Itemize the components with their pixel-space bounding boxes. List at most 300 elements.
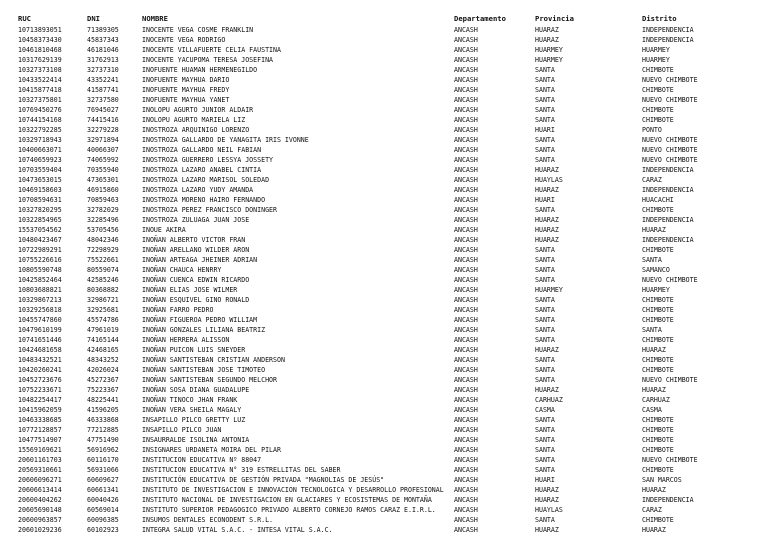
cell-departamento: ANCASH bbox=[454, 225, 478, 234]
cell-dni: 80559074 bbox=[87, 265, 119, 274]
cell-provincia: HUARAZ bbox=[535, 526, 559, 535]
cell-ruc: 10755226616 bbox=[18, 255, 62, 264]
table-row bbox=[18, 45, 754, 55]
cell-dni: 71389305 bbox=[87, 25, 119, 34]
cell-ruc: 10479610199 bbox=[18, 325, 62, 334]
table-row bbox=[18, 105, 754, 115]
cell-ruc: 10329718943 bbox=[18, 135, 62, 144]
cell-provincia: SANTA bbox=[535, 325, 555, 334]
cell-dni: 48343252 bbox=[87, 356, 119, 365]
cell-nombre: INOSTROZA PEREZ FRANCISCO DONINGER bbox=[142, 205, 277, 214]
cell-nombre: INSAURRALDE ISOLINA ANTONIA bbox=[142, 436, 250, 445]
cell-distrito: NUEVO CHIMBOTE bbox=[642, 95, 698, 104]
cell-dni: 32986721 bbox=[87, 295, 119, 304]
cell-dni: 72298929 bbox=[87, 245, 119, 254]
cell-nombre: INOÑAN SOSA DIANA GUADALUPE bbox=[142, 386, 250, 395]
cell-provincia: HUARAZ bbox=[535, 346, 559, 354]
cell-departamento: ANCASH bbox=[454, 436, 478, 445]
cell-dni: 60609627 bbox=[87, 476, 119, 485]
cell-dni: 40066307 bbox=[87, 145, 119, 154]
cell-departamento: ANCASH bbox=[454, 35, 478, 44]
cell-ruc: 10803688821 bbox=[18, 285, 62, 294]
cell-distrito: INDEPENDENCIA bbox=[642, 25, 694, 34]
table-row bbox=[18, 255, 754, 265]
cell-departamento: ANCASH bbox=[454, 305, 478, 314]
cell-provincia: HUARAZ bbox=[535, 25, 559, 34]
cell-nombre: INSTITUTO NACIONAL DE INVESTIGACION EN GLACIARES Y ECOSISTEMAS DE MONTAÑA bbox=[142, 496, 432, 505]
table-row bbox=[18, 525, 754, 535]
cell-nombre: INOÑAN ESQUIVEL GINO RONALD bbox=[142, 295, 250, 304]
cell-ruc: 20600404262 bbox=[18, 496, 62, 505]
cell-dni: 75522661 bbox=[87, 255, 119, 264]
cell-distrito: SAMANCO bbox=[642, 265, 670, 274]
table-row bbox=[18, 275, 754, 285]
cell-provincia: SANTA bbox=[535, 75, 555, 84]
cell-departamento: ANCASH bbox=[454, 65, 478, 74]
table-row bbox=[18, 425, 754, 435]
cell-dni: 42468165 bbox=[87, 346, 119, 354]
cell-distrito: CHIMBOTE bbox=[642, 295, 674, 304]
cell-distrito: CARHUAZ bbox=[642, 396, 670, 405]
cell-provincia: HUARAZ bbox=[535, 235, 559, 244]
cell-nombre: INOSTROZA GALLARDO NEIL FABIAN bbox=[142, 145, 262, 154]
cell-departamento: ANCASH bbox=[454, 386, 478, 395]
cell-ruc: 10425852464 bbox=[18, 275, 62, 284]
cell-departamento: ANCASH bbox=[454, 255, 478, 264]
cell-dni: 41587741 bbox=[87, 85, 119, 94]
cell-departamento: ANCASH bbox=[454, 446, 478, 455]
table-row bbox=[18, 55, 754, 65]
cell-provincia: SANTA bbox=[535, 295, 555, 304]
cell-ruc: 10769450276 bbox=[18, 105, 62, 114]
cell-provincia: HUARMEY bbox=[535, 45, 563, 54]
cell-departamento: ANCASH bbox=[454, 426, 478, 435]
cell-ruc: 10473653015 bbox=[18, 175, 62, 184]
cell-departamento: ANCASH bbox=[454, 75, 478, 84]
cell-ruc: 20600963857 bbox=[18, 516, 62, 525]
table-row bbox=[18, 465, 754, 475]
table-row bbox=[18, 235, 754, 245]
table-row bbox=[18, 35, 754, 45]
cell-nombre: INOLOPU AGURTO JUNIOR ALDAIR bbox=[142, 105, 254, 114]
cell-ruc: 10740659923 bbox=[18, 155, 62, 164]
table-row bbox=[18, 65, 754, 75]
cell-distrito: HUARMEY bbox=[642, 55, 670, 64]
cell-nombre: INSTITUCION EDUCATIVA N° 319 ESTRELLITAS DEL SABER bbox=[142, 466, 341, 475]
cell-nombre: INOSTROZA GUERRERO LESSYA JOSSETY bbox=[142, 155, 274, 164]
table-row bbox=[18, 185, 754, 195]
cell-ruc: 10327820295 bbox=[18, 205, 62, 214]
cell-provincia: HUARMEY bbox=[535, 285, 563, 294]
cell-dni: 60116170 bbox=[87, 456, 119, 465]
cell-ruc: 15537054562 bbox=[18, 225, 62, 234]
cell-departamento: ANCASH bbox=[454, 105, 478, 114]
cell-dni: 32925681 bbox=[87, 305, 119, 314]
cell-provincia: HUARAZ bbox=[535, 185, 559, 194]
cell-distrito: NUEVO CHIMBOTE bbox=[642, 145, 698, 154]
cell-provincia: SANTA bbox=[535, 275, 555, 284]
cell-distrito: CHIMBOTE bbox=[642, 466, 674, 475]
cell-departamento: ANCASH bbox=[454, 346, 478, 354]
cell-departamento: ANCASH bbox=[454, 376, 478, 385]
cell-dni: 48042346 bbox=[87, 235, 119, 244]
cell-provincia: SANTA bbox=[535, 426, 555, 435]
table-row bbox=[18, 165, 754, 175]
cell-distrito: CHIMBOTE bbox=[642, 436, 674, 445]
cell-provincia: CASMA bbox=[535, 406, 555, 415]
cell-nombre: INOSTROZA GALLARDO DE YANAGITA IRIS IVONNE bbox=[142, 135, 309, 144]
cell-distrito: INDEPENDENCIA bbox=[642, 35, 694, 44]
table-header bbox=[18, 14, 754, 25]
cell-ruc: 15569169621 bbox=[18, 446, 62, 455]
cell-distrito: CHIMBOTE bbox=[642, 516, 674, 525]
cell-dni: 56931066 bbox=[87, 466, 119, 475]
cell-nombre: INSUMOS DENTALES ECONODENT S.R.L. bbox=[142, 516, 274, 525]
cell-provincia: SANTA bbox=[535, 115, 555, 124]
table-row bbox=[18, 85, 754, 95]
cell-nombre: INOÑAN SANTISTEBAN CRISTIAN ANDERSON bbox=[142, 356, 285, 365]
cell-distrito: HUARAZ bbox=[642, 346, 666, 354]
cell-distrito: NUEVO CHIMBOTE bbox=[642, 376, 698, 385]
cell-dni: 32971894 bbox=[87, 135, 119, 144]
table-row bbox=[18, 245, 754, 255]
cell-nombre: INOCENTE YACUPOMA TERESA JOSEFINA bbox=[142, 55, 274, 64]
cell-ruc: 20569310661 bbox=[18, 466, 62, 475]
cell-dni: 45837343 bbox=[87, 35, 119, 44]
cell-nombre: INSAPILLO PILCO GRETTY LUZ bbox=[142, 416, 246, 425]
cell-nombre: INOÑAN ARELLANO WILDER ARON bbox=[142, 245, 250, 254]
cell-ruc: 10327375801 bbox=[18, 95, 62, 104]
cell-ruc: 10424681658 bbox=[18, 346, 62, 354]
cell-departamento: ANCASH bbox=[454, 195, 478, 204]
cell-dni: 74165144 bbox=[87, 335, 119, 344]
cell-nombre: INOCENTE VEGA COSME FRANKLIN bbox=[142, 25, 254, 34]
cell-distrito: NUEVO CHIMBOTE bbox=[642, 275, 698, 284]
cell-departamento: ANCASH bbox=[454, 506, 478, 515]
cell-ruc: 20605690148 bbox=[18, 506, 62, 515]
cell-distrito: CHIMBOTE bbox=[642, 305, 674, 314]
cell-nombre: INSAPILLO PILCO JUAN bbox=[142, 426, 222, 435]
cell-nombre: INOÑAN ALBERTO VICTOR FRAN bbox=[142, 235, 246, 244]
cell-departamento: ANCASH bbox=[454, 95, 478, 104]
cell-provincia: SANTA bbox=[535, 145, 555, 154]
cell-distrito: CHIMBOTE bbox=[642, 65, 674, 74]
cell-ruc: 10317629139 bbox=[18, 55, 62, 64]
cell-dni: 32737310 bbox=[87, 65, 119, 74]
header-departamento: Departamento bbox=[454, 14, 506, 24]
cell-ruc: 10483432521 bbox=[18, 356, 62, 365]
cell-departamento: ANCASH bbox=[454, 165, 478, 174]
table-row bbox=[18, 515, 754, 525]
cell-ruc: 10480423467 bbox=[18, 235, 62, 244]
cell-nombre: INOÑAN ARTEAGA JHEINER ADRIAN bbox=[142, 255, 258, 264]
cell-ruc: 10415877418 bbox=[18, 85, 62, 94]
table-row bbox=[18, 145, 754, 155]
cell-departamento: ANCASH bbox=[454, 315, 478, 324]
table-row bbox=[18, 355, 754, 365]
cell-departamento: ANCASH bbox=[454, 245, 478, 254]
cell-dni: 46333868 bbox=[87, 416, 119, 425]
cell-departamento: ANCASH bbox=[454, 145, 478, 154]
cell-distrito: INDEPENDENCIA bbox=[642, 215, 694, 224]
cell-distrito: INDEPENDENCIA bbox=[642, 235, 694, 244]
cell-provincia: SANTA bbox=[535, 245, 555, 254]
cell-ruc: 10322854965 bbox=[18, 215, 62, 224]
table-row bbox=[18, 435, 754, 445]
table-row bbox=[18, 375, 754, 385]
cell-distrito: CHIMBOTE bbox=[642, 426, 674, 435]
cell-provincia: SANTA bbox=[535, 356, 555, 365]
cell-ruc: 10400663071 bbox=[18, 145, 62, 154]
cell-departamento: ANCASH bbox=[454, 466, 478, 475]
cell-provincia: SANTA bbox=[535, 105, 555, 114]
cell-provincia: SANTA bbox=[535, 265, 555, 274]
cell-nombre: INOÑAN PUICON LUIS SNEYDER bbox=[142, 346, 246, 354]
cell-provincia: HUARAZ bbox=[535, 386, 559, 395]
cell-nombre: INOFUENTE MAYHUA YANET bbox=[142, 95, 230, 104]
cell-provincia: SANTA bbox=[535, 335, 555, 344]
cell-nombre: INOÑAN TINOCO JHAN FRANK bbox=[142, 396, 238, 405]
cell-provincia: SANTA bbox=[535, 65, 555, 74]
cell-dni: 47365301 bbox=[87, 175, 119, 184]
cell-nombre: INOÑAN SANTISTEBAN SEGUNDO MELCHOR bbox=[142, 376, 277, 385]
cell-distrito: CHIMBOTE bbox=[642, 205, 674, 214]
cell-provincia: SANTA bbox=[535, 255, 555, 264]
cell-distrito: NUEVO CHIMBOTE bbox=[642, 75, 698, 84]
cell-provincia: HUARAZ bbox=[535, 215, 559, 224]
table-row bbox=[18, 135, 754, 145]
cell-provincia: HUARMEY bbox=[535, 55, 563, 64]
cell-provincia: HUAYLAS bbox=[535, 506, 563, 515]
cell-distrito: INDEPENDENCIA bbox=[642, 185, 694, 194]
cell-dni: 46181046 bbox=[87, 45, 119, 54]
cell-departamento: ANCASH bbox=[454, 516, 478, 525]
cell-departamento: ANCASH bbox=[454, 476, 478, 485]
cell-dni: 43352241 bbox=[87, 75, 119, 84]
cell-provincia: SANTA bbox=[535, 466, 555, 475]
table-row bbox=[18, 295, 754, 305]
cell-dni: 42026024 bbox=[87, 366, 119, 375]
cell-dni: 56916962 bbox=[87, 446, 119, 455]
cell-distrito: SANTA bbox=[642, 255, 662, 264]
cell-nombre: INSTITUCION EDUCATIVA Nº 88047 bbox=[142, 456, 262, 465]
cell-nombre: INOFUENTE HUAMAN HERMENEGILDO bbox=[142, 65, 258, 74]
cell-departamento: ANCASH bbox=[454, 185, 478, 194]
cell-dni: 74065992 bbox=[87, 155, 119, 164]
cell-distrito: CHIMBOTE bbox=[642, 115, 674, 124]
cell-ruc: 10463338685 bbox=[18, 416, 62, 425]
cell-dni: 45574786 bbox=[87, 315, 119, 324]
table-row bbox=[18, 485, 754, 495]
cell-ruc: 10713893051 bbox=[18, 25, 62, 34]
table-row bbox=[18, 325, 754, 335]
cell-ruc: 10452723676 bbox=[18, 376, 62, 385]
cell-ruc: 10322792285 bbox=[18, 125, 62, 134]
cell-distrito: INDEPENDENCIA bbox=[642, 496, 694, 505]
table-row bbox=[18, 75, 754, 85]
cell-ruc: 10772128857 bbox=[18, 426, 62, 435]
table-row bbox=[18, 315, 754, 325]
cell-provincia: SANTA bbox=[535, 366, 555, 375]
cell-ruc: 20601029236 bbox=[18, 526, 62, 535]
table-row bbox=[18, 415, 754, 425]
cell-dni: 41596205 bbox=[87, 406, 119, 415]
cell-ruc: 10415962059 bbox=[18, 406, 62, 415]
cell-dni: 74415416 bbox=[87, 115, 119, 124]
cell-nombre: INOLOPU AGURTO MARIELA LIZ bbox=[142, 115, 246, 124]
cell-departamento: ANCASH bbox=[454, 526, 478, 535]
table-row bbox=[18, 305, 754, 315]
cell-dni: 60040426 bbox=[87, 496, 119, 505]
cell-nombre: INOSTROZA ARQUINIGO LORENZO bbox=[142, 125, 250, 134]
cell-distrito: CHIMBOTE bbox=[642, 446, 674, 455]
cell-nombre: INOSTROZA MORENO HAIRO FERNANDO bbox=[142, 195, 266, 204]
table-row bbox=[18, 405, 754, 415]
cell-provincia: HUARAZ bbox=[535, 165, 559, 174]
cell-provincia: HUAYLAS bbox=[535, 175, 563, 184]
cell-ruc: 10420260241 bbox=[18, 366, 62, 375]
cell-dni: 48225441 bbox=[87, 396, 119, 405]
table-body bbox=[18, 25, 754, 536]
cell-departamento: ANCASH bbox=[454, 406, 478, 415]
cell-distrito: NUEVO CHIMBOTE bbox=[642, 155, 698, 164]
cell-nombre: INOÑAN ELIAS JOSE WILMER bbox=[142, 285, 238, 294]
cell-distrito: CHIMBOTE bbox=[642, 315, 674, 324]
header-ruc: RUC bbox=[18, 14, 31, 24]
cell-nombre: INOÑAN HERRERA ALISSON bbox=[142, 335, 230, 344]
cell-provincia: HUARI bbox=[535, 476, 555, 485]
cell-distrito: CHIMBOTE bbox=[642, 105, 674, 114]
cell-departamento: ANCASH bbox=[454, 55, 478, 64]
cell-ruc: 10458373430 bbox=[18, 35, 62, 44]
cell-provincia: HUARI bbox=[535, 125, 555, 134]
cell-distrito: HUACACHI bbox=[642, 195, 674, 204]
cell-nombre: INOÑAN GONZALES LILIANA BEATRIZ bbox=[142, 325, 266, 334]
cell-departamento: ANCASH bbox=[454, 295, 478, 304]
cell-ruc: 10722989291 bbox=[18, 245, 62, 254]
cell-provincia: SANTA bbox=[535, 95, 555, 104]
cell-ruc: 10752233671 bbox=[18, 386, 62, 395]
cell-dni: 32279228 bbox=[87, 125, 119, 134]
cell-ruc: 10469158603 bbox=[18, 185, 62, 194]
cell-nombre: INOSTROZA LAZARO ANABEL CINTIA bbox=[142, 165, 262, 174]
cell-ruc: 10805590748 bbox=[18, 265, 62, 274]
table-row bbox=[18, 25, 754, 35]
cell-departamento: ANCASH bbox=[454, 335, 478, 344]
cell-nombre: INOÑAN CUENCA EDWIN RICARDO bbox=[142, 275, 250, 284]
header-row bbox=[18, 14, 754, 25]
table-row bbox=[18, 345, 754, 355]
cell-departamento: ANCASH bbox=[454, 486, 478, 495]
cell-departamento: ANCASH bbox=[454, 396, 478, 405]
cell-dni: 32782029 bbox=[87, 205, 119, 214]
header-provincia: Provincia bbox=[535, 14, 574, 24]
cell-dni: 60569014 bbox=[87, 506, 119, 515]
cell-dni: 75223367 bbox=[87, 386, 119, 395]
table-row bbox=[18, 385, 754, 395]
cell-distrito: CHIMBOTE bbox=[642, 356, 674, 365]
cell-nombre: INOÑAN FARRO PEDRO bbox=[142, 305, 214, 314]
cell-departamento: ANCASH bbox=[454, 366, 478, 375]
cell-nombre: INOSTROZA ZULUAGA JUAN JOSE bbox=[142, 215, 250, 224]
header-dni: DNI bbox=[87, 14, 100, 24]
cell-distrito: HUARAZ bbox=[642, 386, 666, 395]
cell-provincia: SANTA bbox=[535, 155, 555, 164]
cell-dni: 32285496 bbox=[87, 215, 119, 224]
cell-departamento: ANCASH bbox=[454, 175, 478, 184]
cell-dni: 60096385 bbox=[87, 516, 119, 525]
cell-nombre: INOÑAN VERA SHEILA MAGALY bbox=[142, 406, 242, 415]
table-row bbox=[18, 335, 754, 345]
cell-distrito: CARAZ bbox=[642, 175, 662, 184]
cell-dni: 47751490 bbox=[87, 436, 119, 445]
cell-departamento: ANCASH bbox=[454, 496, 478, 505]
cell-distrito: CARAZ bbox=[642, 506, 662, 515]
table-row bbox=[18, 395, 754, 405]
cell-nombre: INOSTROZA LAZARO MARISOL SOLEDAD bbox=[142, 175, 270, 184]
cell-distrito: CHIMBOTE bbox=[642, 416, 674, 425]
cell-departamento: ANCASH bbox=[454, 205, 478, 214]
cell-provincia: CARHUAZ bbox=[535, 396, 563, 405]
table-row bbox=[18, 175, 754, 185]
cell-ruc: 10703559404 bbox=[18, 165, 62, 174]
cell-nombre: INSTITUTO DE INVESTIGACION E INNOVACION TECNOLOGICA Y DESARROLLO PROFESIONAL bbox=[142, 486, 444, 495]
cell-provincia: HUARAZ bbox=[535, 486, 559, 495]
cell-nombre: INTEGRA SALUD VITAL S.A.C. - INTESA VITAL S.A.C. bbox=[142, 526, 333, 535]
cell-ruc: 20601161703 bbox=[18, 456, 62, 465]
cell-nombre: INOÑAN FIGUEROA PEDRO WILLIAM bbox=[142, 315, 258, 324]
cell-dni: 32737580 bbox=[87, 95, 119, 104]
cell-provincia: SANTA bbox=[535, 516, 555, 525]
cell-provincia: SANTA bbox=[535, 446, 555, 455]
cell-provincia: SANTA bbox=[535, 456, 555, 465]
cell-departamento: ANCASH bbox=[454, 235, 478, 244]
cell-ruc: 10327373108 bbox=[18, 65, 62, 74]
cell-ruc: 10461810468 bbox=[18, 45, 62, 54]
cell-distrito: CHIMBOTE bbox=[642, 366, 674, 375]
cell-distrito: HUARAZ bbox=[642, 526, 666, 535]
table-row bbox=[18, 215, 754, 225]
cell-departamento: ANCASH bbox=[454, 125, 478, 134]
cell-dni: 47961019 bbox=[87, 325, 119, 334]
cell-distrito: HUARMEY bbox=[642, 45, 670, 54]
header-nombre: NOMBRE bbox=[142, 14, 168, 24]
cell-departamento: ANCASH bbox=[454, 356, 478, 365]
cell-dni: 60102923 bbox=[87, 526, 119, 535]
cell-provincia: SANTA bbox=[535, 305, 555, 314]
table-row bbox=[18, 505, 754, 515]
cell-departamento: ANCASH bbox=[454, 456, 478, 465]
cell-dni: 80368882 bbox=[87, 285, 119, 294]
cell-ruc: 10744154168 bbox=[18, 115, 62, 124]
cell-ruc: 20606613414 bbox=[18, 486, 62, 495]
cell-ruc: 10741651446 bbox=[18, 335, 62, 344]
table-row bbox=[18, 95, 754, 105]
cell-dni: 76945027 bbox=[87, 105, 119, 114]
table-row bbox=[18, 445, 754, 455]
cell-provincia: HUARAZ bbox=[535, 225, 559, 234]
cell-nombre: INOFUENTE MAYHUA DARIO bbox=[142, 75, 230, 84]
table-row bbox=[18, 495, 754, 505]
cell-nombre: INOUE AKIRA bbox=[142, 225, 186, 234]
cell-nombre: INOÑAN CHAUCA HENRRY bbox=[142, 265, 222, 274]
cell-ruc: 10433522414 bbox=[18, 75, 62, 84]
cell-departamento: ANCASH bbox=[454, 45, 478, 54]
table-row bbox=[18, 205, 754, 215]
cell-distrito: CHIMBOTE bbox=[642, 245, 674, 254]
cell-provincia: SANTA bbox=[535, 135, 555, 144]
cell-dni: 53705456 bbox=[87, 225, 119, 234]
